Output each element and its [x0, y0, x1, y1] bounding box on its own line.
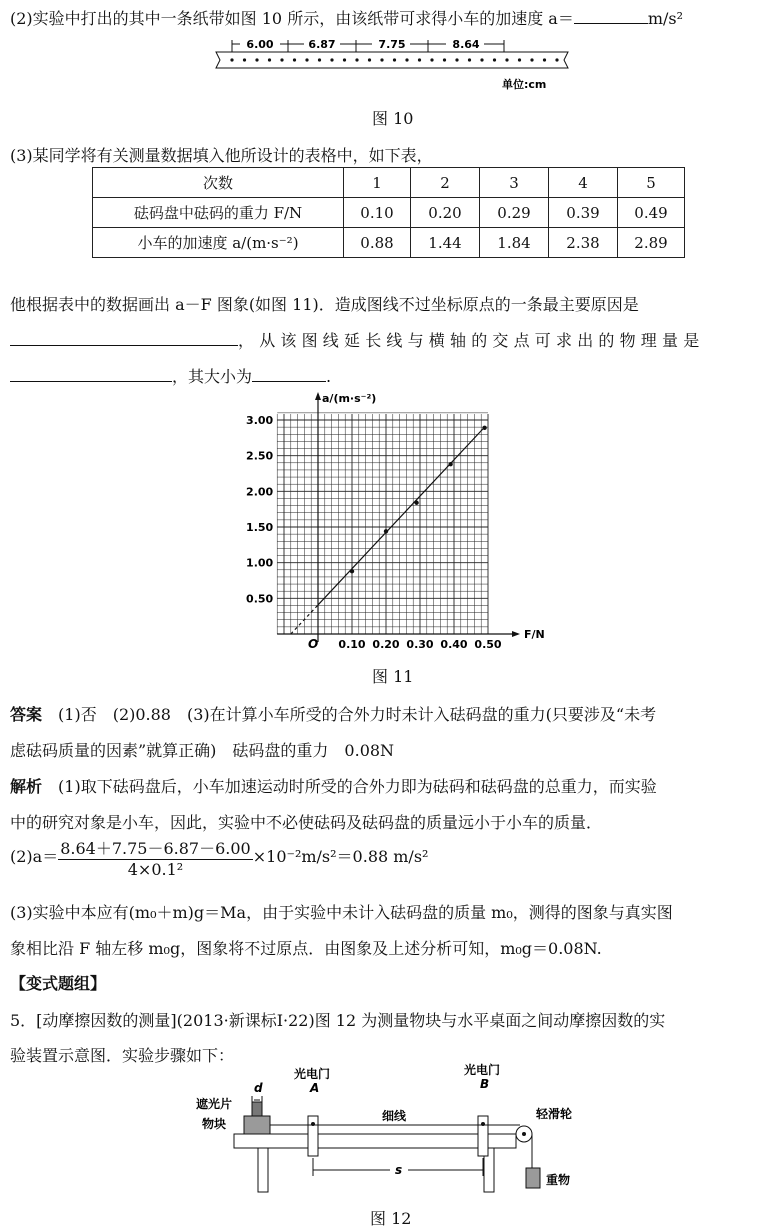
q2-blank [574, 7, 648, 24]
tape-dot [330, 58, 333, 61]
label-shading-plate: 遮光片 [196, 1097, 233, 1111]
q3-line3 [10, 364, 331, 387]
table-cell: 2.38 [549, 228, 618, 258]
x-tick-label: 0.30 [406, 638, 434, 651]
answer-label: 答案 [10, 705, 43, 724]
tape-dot [455, 58, 458, 61]
tape-dot [255, 58, 258, 61]
tape-dot [368, 58, 371, 61]
tape-dot [468, 58, 471, 61]
tape-dot [280, 58, 283, 61]
fit-line [318, 427, 485, 605]
table-cell: 次数 [93, 168, 344, 198]
q3-blank-1 [10, 329, 238, 346]
formula-numerator: 8.64＋7.75－6.87－6.00 [58, 836, 253, 860]
tape-dot [480, 58, 483, 61]
table-cell: 3 [480, 168, 549, 198]
table-leg-left [258, 1148, 268, 1192]
table-cell: 1 [344, 168, 411, 198]
answer-line1 [10, 702, 656, 725]
analysis-label: 解析 [10, 777, 43, 796]
x-tick-label: 0.10 [338, 638, 366, 651]
table-header-row [93, 168, 685, 198]
data-point [482, 426, 486, 430]
chart-points [350, 426, 487, 574]
tape-dot [418, 58, 421, 61]
tape-dot [355, 58, 358, 61]
figure-10-tape [212, 30, 572, 96]
q2-line [10, 6, 683, 29]
q5-line2: 验装置示意图．实验步骤如下： [10, 1046, 235, 1065]
data-point [448, 462, 452, 466]
table-cell: 小车的加速度 a/(m·s⁻²) [93, 228, 344, 258]
tape-seg-2: 6.87 [308, 38, 336, 51]
tape-dot [505, 58, 508, 61]
data-point [384, 529, 388, 533]
data-table [92, 167, 685, 258]
table-cell: 0.20 [411, 198, 480, 228]
y-tick-label: 2.00 [246, 485, 274, 499]
y-tick-label: 1.00 [246, 556, 274, 570]
figure-12-apparatus [190, 1062, 590, 1198]
table-cell: 2 [411, 168, 480, 198]
q2-text: (2)实验中打出的其中一条纸带如图 10 所示，由该纸带可求得小车的加速度 a＝ [10, 9, 574, 28]
y-tick-label: 0.50 [246, 592, 274, 606]
analysis-line1 [10, 774, 657, 797]
figure-11-caption: 图 11 [372, 667, 414, 686]
table-top [234, 1134, 516, 1148]
tape-seg-1: 6.00 [246, 38, 274, 51]
table-cell: 5 [618, 168, 685, 198]
x-tick-label: 0.40 [440, 638, 468, 651]
formula-denominator: 4×0.1² [127, 860, 184, 879]
q5-line1: 5．[动摩擦因数的测量](2013·新课标Ⅰ·22)图 12 为测量物块与水平桌面之间动摩擦因数的实 [10, 1011, 666, 1030]
answer-text-1: (1)否 (2)0.88 (3)在计算小车所受的合外力时未计入砝码盘的重力(只要涉及“未考 [58, 705, 657, 724]
table-cell: 0.88 [344, 228, 411, 258]
tape-dot [293, 58, 296, 61]
table-cell: 1.84 [480, 228, 549, 258]
table-cell: 4 [549, 168, 618, 198]
label-block: 物块 [202, 1117, 227, 1131]
tape-dot [380, 58, 383, 61]
tape-dot [305, 58, 308, 61]
analysis-formula [10, 836, 428, 879]
analysis-line4: 象相比沿 F 轴左移 m₀g，图象将不过原点．由图象及上述分析可知，m₀g＝0.08N. [10, 939, 602, 958]
x-axis-arrow [512, 631, 520, 637]
table-cell: 2.89 [618, 228, 685, 258]
chart-ylabel: a/(m·s⁻²) [322, 392, 377, 405]
q2-unit: m/s² [647, 9, 684, 28]
data-point [350, 569, 354, 573]
q3-line1: 他根据表中的数据画出 a－F 图象(如图 11)．造成图线不过坐标原点的一条最主要原因是 [10, 295, 639, 314]
figure-10-caption: 图 10 [372, 109, 414, 128]
y-tick-label: 3.00 [246, 414, 274, 427]
data-point [414, 501, 418, 505]
label-string: 细线 [382, 1109, 407, 1123]
table-cell: 0.29 [480, 198, 549, 228]
table-cell: 砝码盘中砝码的重力 F/N [93, 198, 344, 228]
table-cell: 0.49 [618, 198, 685, 228]
y-tick-label: 1.50 [246, 521, 274, 534]
x-tick-label: 0.50 [474, 638, 502, 651]
figure-11-chart [236, 386, 556, 654]
label-gate-b: 光电门 [464, 1063, 501, 1077]
table-cell: 0.10 [344, 198, 411, 228]
tape-unit-label: 单位:cm [502, 78, 547, 91]
tape-dot [493, 58, 496, 61]
y-tick-label: 2.50 [246, 449, 274, 463]
tape-seg-3: 7.75 [378, 38, 406, 51]
chart-xlabel: F/N [524, 628, 545, 641]
tape-dot [555, 58, 558, 61]
tape-dot [518, 58, 521, 61]
tape-dot [268, 58, 271, 61]
analysis-line2: 中的研究对象是小车，因此，实验中不必使砝码及砝码盘的质量远小于小车的质量． [10, 813, 603, 832]
chart-origin-label: O [308, 637, 319, 651]
tape-dot [443, 58, 446, 61]
tape-dot [243, 58, 246, 61]
q3-intro: (3)某同学将有关测量数据填入他所设计的表格中，如下表， [10, 146, 433, 165]
label-gate-a: 光电门 [294, 1067, 331, 1081]
tape-dot [393, 58, 396, 61]
y-axis-arrow [315, 392, 321, 400]
tape-dot [343, 58, 346, 61]
formula-suffix: ×10⁻²m/s²＝0.88 m/s² [252, 847, 429, 866]
analysis-line3: (3)实验中本应有(m₀＋m)g＝Ma，由于实验中未计入砝码盘的质量 m₀，测得的图象与真实图 [10, 903, 673, 922]
table-row [93, 228, 685, 258]
tape-dot [318, 58, 321, 61]
block [244, 1116, 270, 1134]
chart-grid [277, 413, 488, 634]
tape-dot [430, 58, 433, 61]
table-row [93, 198, 685, 228]
table-cell: 0.39 [549, 198, 618, 228]
table-cell: 1.44 [411, 228, 480, 258]
label-a: A [310, 1081, 320, 1095]
label-s: s [395, 1163, 403, 1177]
tape-dot [405, 58, 408, 61]
variant-title: 【变式题组】 [10, 974, 107, 993]
shading-plate [252, 1102, 262, 1116]
q3-line3-end: . [326, 367, 332, 386]
tape-dot [530, 58, 533, 61]
label-weight: 重物 [546, 1173, 571, 1187]
tape-seg-4: 8.64 [452, 38, 480, 51]
label-b: B [480, 1077, 490, 1091]
formula-prefix: (2)a＝ [10, 847, 59, 866]
q3-line2-text: ，从该图线延长线与横轴的交点可求出的物理量是 [238, 331, 705, 350]
tape-dot [230, 58, 233, 61]
label-pulley: 轻滑轮 [536, 1107, 573, 1121]
figure-12-caption: 图 12 [370, 1209, 412, 1228]
formula-fraction [58, 836, 253, 879]
x-tick-label: 0.20 [372, 638, 400, 651]
q3-line3-text: ，其大小为 [172, 367, 253, 386]
q3-blank-2 [10, 365, 172, 382]
q3-line2 [10, 328, 704, 351]
weight [526, 1168, 540, 1188]
answer-line2: 虑砝码质量的因素”就算正确) 砝码盘的重力 0.08N [10, 741, 395, 760]
label-d: d [254, 1081, 263, 1095]
q3-blank-3 [252, 365, 326, 382]
analysis-text-1: (1)取下砝码盘后，小车加速运动时所受的合外力即为砝码和砝码盘的总重力，而实验 [58, 777, 657, 796]
tape-dot [543, 58, 546, 61]
